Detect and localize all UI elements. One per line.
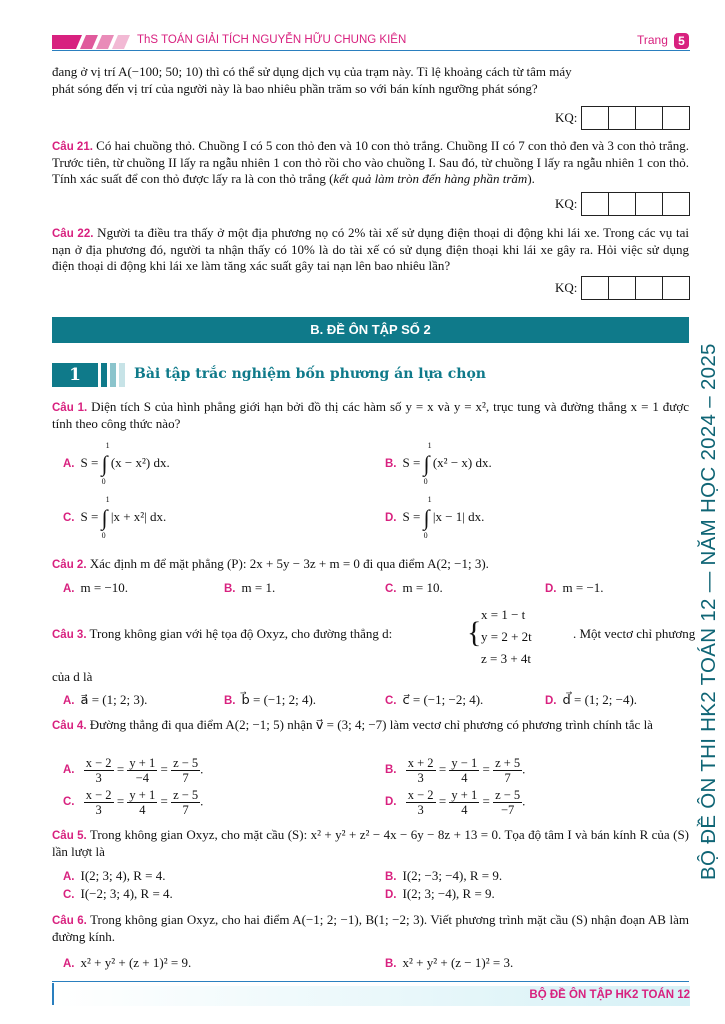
page-label: Trang xyxy=(637,33,668,47)
answer-cells[interactable] xyxy=(581,106,690,130)
option-4c[interactable]: C. $\frac{x - 2}{3}$ = $\frac{y + 1}{4}$ = $\frac{z - 5}{7}$ . xyxy=(63,788,204,817)
fraction-z xyxy=(493,756,522,785)
question-3 xyxy=(52,626,392,643)
question-text: Xác định m để mặt phẳng (P): 2x + 5y − 3z + m = 0 đi qua điểm A(2; −1; 3). xyxy=(86,556,489,571)
fraction-x xyxy=(406,756,436,785)
answer-box-22 xyxy=(555,276,690,300)
header-stripes xyxy=(52,35,138,49)
question-label: Câu 3. xyxy=(52,629,87,641)
option-letter: C. xyxy=(63,796,75,809)
page-number: 5 xyxy=(674,33,689,49)
option-4b[interactable]: B. $\frac{x + 2}{3}$ = $\frac{y - 1}{4}$ = $\frac{z + 5}{7}$ . xyxy=(385,756,526,785)
footer-rule xyxy=(52,981,689,982)
question-text: Người ta điều tra thấy ở một địa phương nọ có 2% tài xế sử dụng điện thoại di động khi lái xe. Trong các vụ tai nạn ở địa phương đó, người ta nhận thấy có 10% là do tài xế có sử dụng điện thoại khi lái xe gây ra. Hỏi việc sử dụng điện thoại di động khi lái xe làm tăng xác suất gây tai nạn lên bao nhiêu lần? xyxy=(52,225,689,273)
option-2c[interactable] xyxy=(385,580,443,596)
section-bar-1 xyxy=(101,363,107,387)
fraction-z xyxy=(171,756,200,785)
answer-box-21 xyxy=(555,192,690,216)
question-4 xyxy=(52,717,689,734)
fraction-x xyxy=(84,788,114,817)
option-text: I(2; −3; −4), R = 9. xyxy=(402,868,503,883)
option-letter: A. xyxy=(63,958,75,970)
numerator: z + 5 xyxy=(495,756,521,770)
option-2a[interactable] xyxy=(63,580,128,596)
fraction-y xyxy=(127,788,157,817)
option-1d[interactable]: D. S = ∫ 1 0 |x − 1| dx. xyxy=(385,495,485,540)
question-label: Câu 2. xyxy=(52,559,87,571)
upper-limit: 1 xyxy=(105,441,110,450)
option-letter: A. xyxy=(63,458,75,470)
integrand: |x + x²| dx. xyxy=(110,509,167,524)
option-letter: D. xyxy=(385,796,397,809)
option-4d[interactable]: D. $\frac{x - 2}{3}$ = $\frac{y + 1}{4}$ = $\frac{z - 5}{-7}$ . xyxy=(385,788,526,817)
fraction-y xyxy=(449,788,479,817)
integrand: (x − x²) dx. xyxy=(110,455,170,470)
option-letter: C. xyxy=(63,512,75,524)
option-letter: D. xyxy=(545,583,557,595)
question-1 xyxy=(52,399,689,432)
option-text: d⃗ = (1; 2; −4). xyxy=(562,692,638,707)
denominator: 3 xyxy=(95,803,102,817)
denominator: 4 xyxy=(461,803,468,817)
question-text: Diện tích S của hình phẳng giới hạn bởi đồ thị các hàm số y = x và y = x², trục tung và đường thẳng x = 1 được tính theo công thức nào? xyxy=(52,399,689,431)
option-prefix: S = xyxy=(80,455,99,470)
option-2d[interactable] xyxy=(545,580,604,596)
question-5 xyxy=(52,827,689,860)
intro-line-1: đang ở vị trí A(−100; 50; 10) thì có thể sử dụng dịch vụ của trạm này. Tỉ lệ khoảng cách từ tâm máy xyxy=(52,64,572,79)
upper-limit: 1 xyxy=(105,495,110,504)
numerator: y − 1 xyxy=(451,756,478,770)
question-note: kết quả làm tròn đến hàng phần trăm xyxy=(333,171,528,186)
option-5a[interactable] xyxy=(63,868,165,884)
denominator: 4 xyxy=(461,771,468,785)
denominator: 7 xyxy=(182,771,189,785)
upper-limit: 1 xyxy=(427,441,432,450)
option-prefix: S = xyxy=(80,509,99,524)
option-4a[interactable]: A. $\frac{x - 2}{3}$ = $\frac{y + 1}{-4}$ = $\frac{z - 5}{7}$ . xyxy=(63,756,204,785)
section-bar-2 xyxy=(110,363,116,387)
option-letter: A. xyxy=(63,695,75,707)
fraction-x xyxy=(406,788,436,817)
numerator: y + 1 xyxy=(129,756,156,770)
option-letter: A. xyxy=(63,871,75,883)
question-3-line2: của d là xyxy=(52,669,93,684)
option-1c[interactable]: C. S = ∫ 1 0 |x + x²| dx. xyxy=(63,495,167,540)
option-prefix: S = xyxy=(402,455,421,470)
section-bar-3 xyxy=(119,363,125,387)
option-letter: C. xyxy=(385,583,397,595)
option-5b[interactable] xyxy=(385,868,502,884)
option-letter: D. xyxy=(385,889,397,901)
numerator: x − 2 xyxy=(85,756,112,770)
option-prefix: S = xyxy=(402,509,421,524)
kq-label: KQ: xyxy=(555,280,578,295)
integrand: (x² − x) dx. xyxy=(432,455,492,470)
option-text: m = 1. xyxy=(241,580,276,595)
side-title: BỘ ĐỀ ÔN THI HK2 TOÁN 12 — NĂM HỌC 2024 – 2025 xyxy=(697,343,720,880)
question-label: Câu 1. xyxy=(52,402,88,414)
line-system xyxy=(481,604,532,670)
fraction-y xyxy=(449,756,479,785)
option-letter: A. xyxy=(63,764,75,777)
fraction-x xyxy=(84,756,114,785)
footer-title: BỘ ĐỀ ÔN TẬP HK2 TOÁN 12 xyxy=(529,989,690,1001)
option-letter: A. xyxy=(63,583,75,595)
question-text: Có hai chuồng thỏ. Chuồng I có 5 con thỏ đen và 10 con thỏ trắng. Chuồng II có 7 con thỏ đen và 3 con thỏ trắng. Trước tiên, từ chuồng II lấy ra ngẫu nhiên 1 con thỏ rồi cho vào chuồng I. Sau đó, từ chuồng I lấy ra ngẫu nhiên 1 con thỏ. Tính xác suất để con thỏ được lấy ra là con thỏ trắng ( xyxy=(52,138,690,186)
numerator: x − 2 xyxy=(85,788,112,802)
denominator: 7 xyxy=(504,771,511,785)
section-number: 1 xyxy=(52,363,98,387)
system-eq-x: x = 1 − t xyxy=(481,607,526,622)
question-text: Đường thẳng đi qua điểm A(2; −1; 5) nhận v⃗ = (3; 4; −7) làm vectơ chỉ phương có phương trình chính tắc là xyxy=(86,717,653,732)
section-title: Bài tập trắc nghiệm bốn phương án lựa chọn xyxy=(134,366,486,382)
option-text: I(−2; 3; 4), R = 4. xyxy=(80,886,173,901)
footer-edge xyxy=(52,983,54,1005)
question-text: Trong không gian với hệ tọa độ Oxyz, cho đường thẳng d: xyxy=(86,626,393,641)
fraction-z xyxy=(493,788,522,817)
option-letter: C. xyxy=(63,889,75,901)
numerator: y + 1 xyxy=(451,788,478,802)
upper-limit: 1 xyxy=(427,495,432,504)
header-title: ThS TOÁN GIẢI TÍCH NGUYỄN HỮU CHUNG KIÊN xyxy=(137,34,407,46)
lower-limit: 0 xyxy=(101,477,106,486)
denominator: 3 xyxy=(95,771,102,785)
answer-cells[interactable] xyxy=(581,192,690,216)
denominator: 3 xyxy=(417,771,424,785)
option-text: m = −1. xyxy=(562,580,604,595)
question-22 xyxy=(52,225,689,274)
question-3-tail: . Một vectơ chỉ phương xyxy=(573,626,696,641)
kq-label: KQ: xyxy=(555,196,578,211)
option-text: I(2; 3; 4), R = 4. xyxy=(80,868,166,883)
numerator: x + 2 xyxy=(407,756,434,770)
numerator: z − 5 xyxy=(495,788,521,802)
option-6a[interactable] xyxy=(63,955,191,971)
option-text: a⃗ = (1; 2; 3). xyxy=(80,692,148,707)
integrand: |x − 1| dx. xyxy=(432,509,485,524)
lower-limit: 0 xyxy=(423,531,428,540)
option-text: x² + y² + (z − 1)² = 3. xyxy=(402,955,514,970)
question-label: Câu 21. xyxy=(52,141,93,153)
lower-limit: 0 xyxy=(101,531,106,540)
option-1b[interactable]: B. S = ∫ 1 0 (x² − x) dx. xyxy=(385,441,492,486)
kq-label: KQ: xyxy=(555,110,578,125)
option-3d[interactable] xyxy=(545,692,637,708)
option-text: m = −10. xyxy=(80,580,129,595)
option-2b[interactable] xyxy=(224,580,275,596)
denominator: −4 xyxy=(135,771,149,785)
question-21 xyxy=(52,138,689,187)
option-text: b⃗ = (−1; 2; 4). xyxy=(241,692,317,707)
question-tail: ). xyxy=(527,171,535,186)
option-letter: B. xyxy=(385,458,397,470)
option-letter: B. xyxy=(385,764,397,777)
question-label: Câu 5. xyxy=(52,830,87,842)
option-text: x² + y² + (z + 1)² = 9. xyxy=(80,955,192,970)
lower-limit: 0 xyxy=(423,477,428,486)
question-label: Câu 22. xyxy=(52,228,94,240)
option-3a[interactable] xyxy=(63,692,147,708)
intro-line-2: phát sóng đến vị trí của người này là bao nhiêu phần trăm so với bán kính ngưỡng phát sóng? xyxy=(52,81,538,96)
option-letter: D. xyxy=(385,512,397,524)
option-text: I(2; 3; −4), R = 9. xyxy=(402,886,495,901)
option-letter: B. xyxy=(224,583,236,595)
question-6 xyxy=(52,912,689,945)
question-label: Câu 6. xyxy=(52,915,87,927)
system-eq-z: z = 3 + 4t xyxy=(481,651,532,666)
option-3c[interactable] xyxy=(385,692,483,708)
denominator: 7 xyxy=(182,803,189,817)
numerator: y + 1 xyxy=(129,788,156,802)
question-text: Trong không gian Oxyz, cho mặt cầu (S): x² + y² + z² − 4x − 6y − 8z + 13 = 0. Tọa độ tâm I và bán kính R của (S) lần lượt là xyxy=(52,827,689,859)
option-letter: B. xyxy=(385,871,397,883)
option-6b[interactable] xyxy=(385,955,513,971)
option-letter: B. xyxy=(385,958,397,970)
fraction-y xyxy=(127,756,157,785)
option-text: m = 10. xyxy=(402,580,443,595)
fraction-z xyxy=(171,788,200,817)
denominator: 4 xyxy=(139,803,146,817)
answer-box-20 xyxy=(555,106,690,130)
option-5d[interactable] xyxy=(385,886,495,902)
numerator: z − 5 xyxy=(173,788,199,802)
option-letter: B. xyxy=(224,695,236,707)
numerator: x − 2 xyxy=(407,788,434,802)
numerator: z − 5 xyxy=(173,756,199,770)
question-label: Câu 4. xyxy=(52,720,87,732)
system-brace: { xyxy=(467,616,482,649)
system-eq-y: y = 2 + 2t xyxy=(481,629,532,644)
denominator: −7 xyxy=(500,803,515,817)
option-5c[interactable] xyxy=(63,886,173,902)
option-letter: C. xyxy=(385,695,397,707)
option-1a[interactable]: A. S = ∫ 1 0 (x − x²) dx. xyxy=(63,441,170,486)
question-text: Trong không gian Oxyz, cho hai điểm A(−1; 2; −1), B(1; −2; 3). Viết phương trình mặt cầu (S) nhận đoạn AB làm đường kính. xyxy=(52,912,689,944)
header-rule xyxy=(52,50,690,51)
option-letter: D. xyxy=(545,695,557,707)
exam-banner: B. ĐỀ ÔN TẬP SỐ 2 xyxy=(52,317,689,343)
denominator: 3 xyxy=(417,803,424,817)
question-2 xyxy=(52,556,689,573)
option-3b[interactable] xyxy=(224,692,316,708)
option-text: c⃗ = (−1; −2; 4). xyxy=(402,692,484,707)
answer-cells[interactable] xyxy=(581,276,690,300)
